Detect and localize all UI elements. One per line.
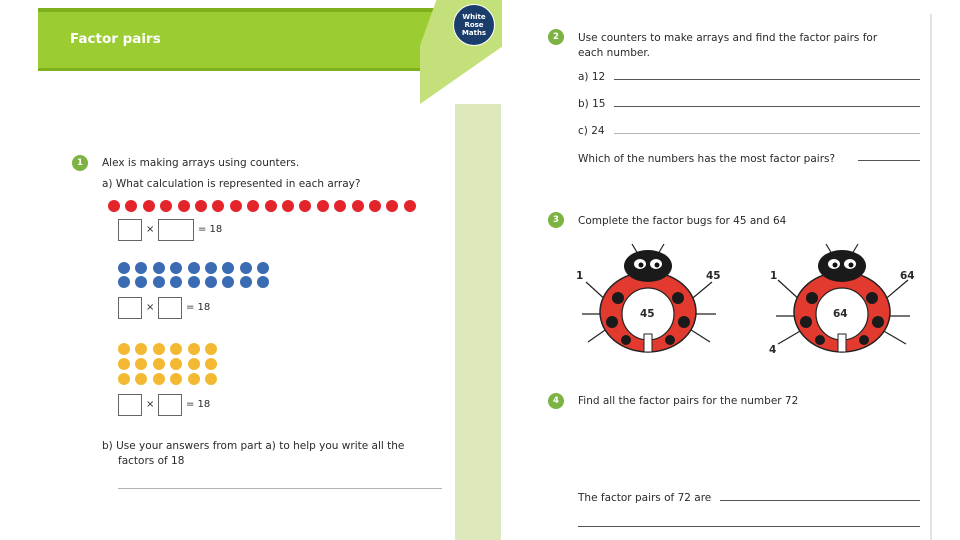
white-rose-maths-logo: White Rose Maths <box>453 4 495 46</box>
answer-line[interactable] <box>118 488 442 489</box>
counter <box>135 358 147 370</box>
equals-18: = 18 <box>186 399 211 410</box>
counter <box>188 358 200 370</box>
counter <box>188 343 200 355</box>
counter <box>240 276 252 288</box>
counter <box>212 200 224 212</box>
question-number-2: 2 <box>548 29 564 45</box>
counter <box>299 200 311 212</box>
counter <box>352 200 364 212</box>
q2-item-a: a) 12 <box>578 71 606 83</box>
counter <box>118 262 130 274</box>
counter <box>135 343 147 355</box>
bug1-center-number: 45 <box>640 308 655 320</box>
counter <box>247 200 259 212</box>
factor-bug-45 <box>580 240 720 355</box>
bug2-right-factor: 64 <box>900 270 915 282</box>
bug1-right-factor: 45 <box>706 270 721 282</box>
counter <box>334 200 346 212</box>
counter <box>257 262 269 274</box>
q2-item-c: c) 24 <box>578 125 605 137</box>
q1-part-b-line2: factors of 18 <box>118 455 185 467</box>
q2-line2: each number. <box>578 47 651 59</box>
q4-text: Find all the factor pairs for the number 72 <box>578 395 799 407</box>
bug2-center-number: 64 <box>833 308 848 320</box>
answer-line[interactable] <box>614 133 920 134</box>
counter <box>369 200 381 212</box>
counter <box>188 276 200 288</box>
bug1-left-factor: 1 <box>576 270 584 282</box>
answer-line[interactable] <box>578 526 920 527</box>
bug2-lower-factor: 4 <box>769 344 777 356</box>
counter <box>282 200 294 212</box>
counter <box>108 200 120 212</box>
counter <box>386 200 398 212</box>
times-sign: × <box>146 224 155 235</box>
counter <box>135 276 147 288</box>
equals-18: = 18 <box>186 302 211 313</box>
counter <box>118 373 130 385</box>
q3-text: Complete the factor bugs for 45 and 64 <box>578 215 787 227</box>
counter <box>153 276 165 288</box>
bug2-left-factor: 1 <box>770 270 778 282</box>
question-number-4: 4 <box>548 393 564 409</box>
answer-box[interactable] <box>158 219 194 241</box>
answer-box[interactable] <box>118 219 142 241</box>
q1-intro: Alex is making arrays using counters. <box>102 157 300 169</box>
counter <box>170 343 182 355</box>
banner-bottom-stripe <box>38 68 442 71</box>
answer-box[interactable] <box>118 394 142 416</box>
counter <box>170 373 182 385</box>
q4-answer-prompt: The factor pairs of 72 are <box>578 492 712 504</box>
answer-box[interactable] <box>118 297 142 319</box>
q2-item-b: b) 15 <box>578 98 606 110</box>
counter <box>178 200 190 212</box>
answer-box[interactable] <box>158 394 182 416</box>
equals-18: = 18 <box>198 224 223 235</box>
counter <box>265 200 277 212</box>
counter <box>230 200 242 212</box>
counter <box>170 358 182 370</box>
counter <box>170 276 182 288</box>
counter <box>205 373 217 385</box>
counter <box>222 276 234 288</box>
counter <box>153 373 165 385</box>
counter <box>205 358 217 370</box>
bug-head <box>818 250 866 282</box>
counter <box>195 200 207 212</box>
counter <box>222 262 234 274</box>
counter <box>188 262 200 274</box>
page-edge-rule <box>930 14 932 540</box>
counter <box>317 200 329 212</box>
counter <box>257 276 269 288</box>
counter <box>118 343 130 355</box>
counter <box>135 262 147 274</box>
counter <box>205 343 217 355</box>
times-sign: × <box>146 399 155 410</box>
q2-line1: Use counters to make arrays and find the factor pairs for <box>578 32 878 44</box>
answer-box[interactable] <box>158 297 182 319</box>
bug-head <box>624 250 672 282</box>
counter <box>188 373 200 385</box>
counter <box>170 262 182 274</box>
answer-line[interactable] <box>720 500 920 501</box>
margin-strip <box>455 104 501 540</box>
times-sign: × <box>146 302 155 313</box>
counter <box>205 276 217 288</box>
counter <box>118 358 130 370</box>
answer-line[interactable] <box>614 79 920 80</box>
answer-line[interactable] <box>858 160 920 161</box>
page-title: Factor pairs <box>70 31 161 47</box>
counter <box>404 200 416 212</box>
counter <box>143 200 155 212</box>
q1-part-b-line1: b) Use your answers from part a) to help you write all the <box>102 440 405 452</box>
factor-bug-64 <box>774 240 914 355</box>
counter <box>153 358 165 370</box>
counter <box>153 343 165 355</box>
question-number-3: 3 <box>548 212 564 228</box>
counter <box>135 373 147 385</box>
banner-top-stripe <box>38 8 442 12</box>
q2-question: Which of the numbers has the most factor pairs? <box>578 153 836 165</box>
counter <box>205 262 217 274</box>
answer-line[interactable] <box>614 106 920 107</box>
question-number-1: 1 <box>72 155 88 171</box>
counter <box>160 200 172 212</box>
counter <box>240 262 252 274</box>
counter <box>118 276 130 288</box>
q1-part-a: a) What calculation is represented in each array? <box>102 178 361 190</box>
counter <box>153 262 165 274</box>
counter <box>125 200 137 212</box>
